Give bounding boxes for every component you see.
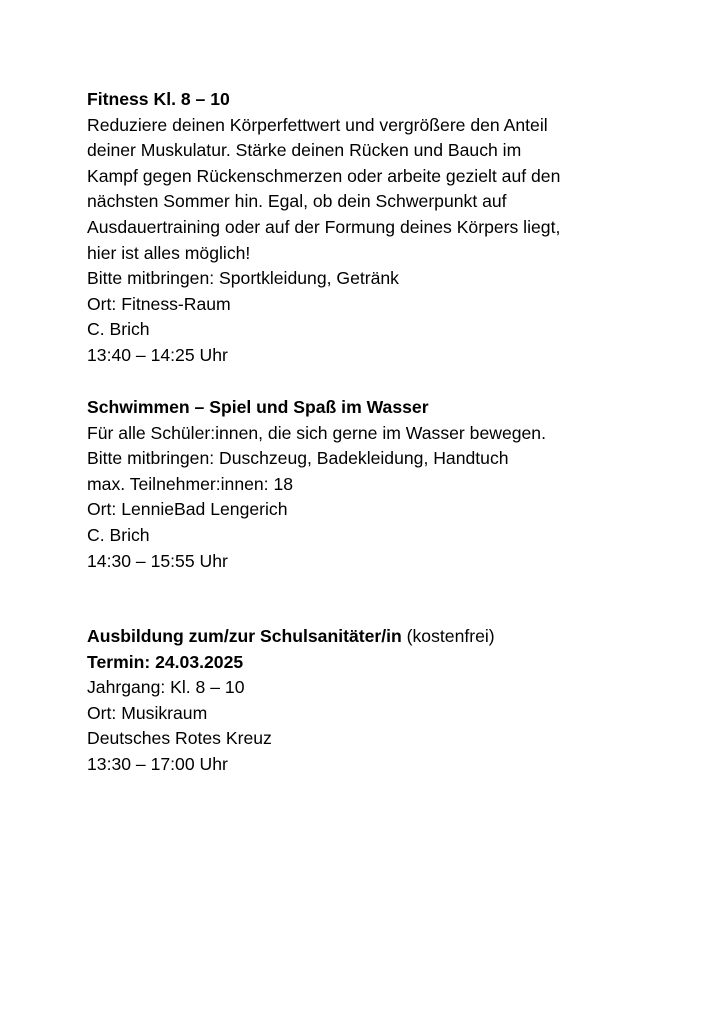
course-description-line: deiner Muskulatur. Stärke deinen Rücken und Bauch im xyxy=(87,140,522,161)
course-max-participants: max. Teilnehmer:innen: 18 xyxy=(87,473,294,494)
course-description-line: Reduziere deinen Körperfettwert und vergrößere den Anteil xyxy=(87,114,548,135)
course-bring: Bitte mitbringen: Duschzeug, Badekleidung, Handtuch xyxy=(87,448,509,469)
course-description: Für alle Schüler:innen, die sich gerne im Wasser bewegen. xyxy=(87,422,546,443)
course-location: Ort: Fitness-Raum xyxy=(87,293,231,314)
course-title: Schwimmen – Spiel und Spaß im Wasser xyxy=(87,397,429,417)
course-description-line: Kampf gegen Rückenschmerzen oder arbeite gezielt auf den xyxy=(87,165,561,186)
course-time: 14:30 – 15:55 Uhr xyxy=(87,550,228,571)
course-title: Ausbildung zum/zur Schulsanitäter/in xyxy=(87,626,402,646)
course-description-line: Ausdauertraining oder auf der Formung deines Körpers liegt, xyxy=(87,216,561,237)
course-time: 13:40 – 14:25 Uhr xyxy=(87,344,228,365)
course-fitness xyxy=(87,87,687,369)
course-teacher: C. Brich xyxy=(87,319,150,340)
course-title: Fitness Kl. 8 – 10 xyxy=(87,89,230,109)
course-bring: Bitte mitbringen: Sportkleidung, Getränk xyxy=(87,268,399,289)
course-location: Ort: LennieBad Lengerich xyxy=(87,499,288,520)
course-time: 13:30 – 17:00 Uhr xyxy=(87,753,228,774)
course-date: Termin: 24.03.2025 xyxy=(87,651,244,672)
course-title-suffix: (kostenfrei) xyxy=(401,626,495,646)
course-description-line: hier ist alles möglich! xyxy=(87,242,251,263)
course-school-paramedic xyxy=(87,624,687,778)
course-swimming xyxy=(87,395,687,574)
course-location: Ort: Musikraum xyxy=(87,702,208,723)
course-title-line xyxy=(87,624,687,650)
course-grade: Jahrgang: Kl. 8 – 10 xyxy=(87,677,245,698)
course-organizer: Deutsches Rotes Kreuz xyxy=(87,728,272,749)
course-description-line: nächsten Sommer hin. Egal, ob dein Schwerpunkt auf xyxy=(87,191,507,212)
course-teacher: C. Brich xyxy=(87,524,150,545)
